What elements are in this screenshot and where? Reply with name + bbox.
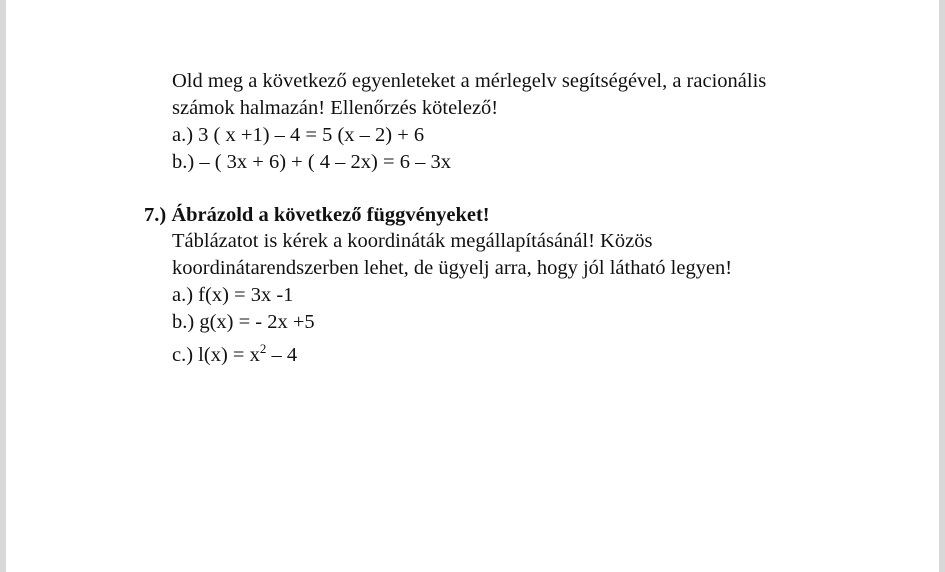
page-left-edge (0, 0, 6, 572)
task6-equation-a: a.) 3 ( x +1) – 4 = 5 (x – 2) + 6 (172, 124, 425, 146)
task7-function-a: a.) f(x) = 3x -1 (172, 284, 294, 306)
task6-instruction-line-2: számok halmazán! Ellenőrzés kötelező! (172, 97, 499, 119)
task7-function-c-suffix: – 4 (266, 343, 298, 366)
task6-instruction-line-1: Old meg a következő egyenleteket a mérlegelv segítségével, a racionális (172, 70, 767, 92)
task7-instruction-line-2: koordinátarendszerben lehet, de ügyelj arra, hogy jól látható legyen! (172, 257, 733, 279)
task7-function-c-exponent: 2 (259, 341, 267, 356)
task7-function-c (172, 336, 297, 368)
task7-function-b: b.) g(x) = - 2x +5 (172, 311, 315, 333)
task7-function-c-prefix: c.) l(x) = x (172, 343, 260, 366)
page-right-edge (939, 0, 945, 572)
task7-instruction-line-1: Táblázatot is kérek a koordináták megállapításánál! Közös (172, 230, 653, 252)
task7-heading: 7.) Ábrázold a következő függvényeket! (144, 204, 490, 226)
task6-equation-b: b.) – ( 3x + 6) + ( 4 – 2x) = 6 – 3x (172, 151, 451, 173)
